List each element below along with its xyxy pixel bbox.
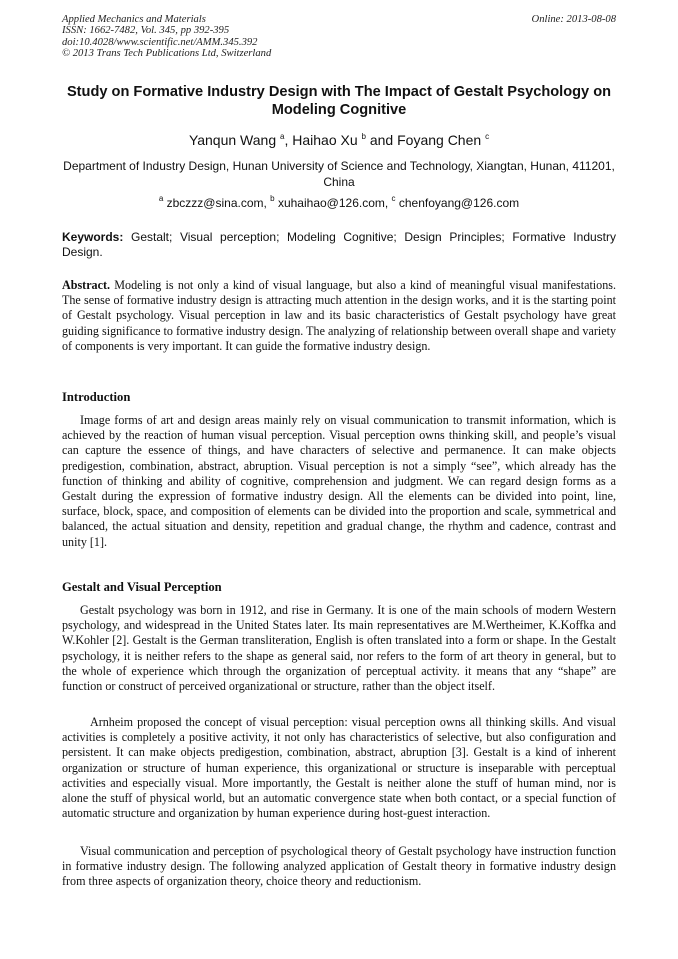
journal-name: Applied Mechanics and Materials [62,14,206,25]
author-name: Haihao Xu [292,132,358,148]
introduction-paragraph: Image forms of art and design areas mainly rely on visual communication to transmit information, which is achieved by the reaction of human visual perception. Visual perception owns thinking skill, and people’s visual can capture the essence of things, and have characters of selective and permanence. It can make objects predigestion, combination, abstract, abruption. Visual perception is not a simply “see”, which already has the function of thinking and ability of cognitive, comprehension and judgment. We can regard design forms as a Gestalt during the expression of formative industry design. All the elements can be divided into point, line, surface, block, space, and composition of elements can be divided into the proportion and scale, symmetrical and balanced, the actual situation and density, repetition and gradual change, the rhythm and cadence, contrast and unity [1]. [62,413,616,549]
section-heading-gestalt: Gestalt and Visual Perception [62,580,222,594]
gestalt-paragraph-2: Arnheim proposed the concept of visual perception: visual perception owns all thinking skills. And visual activities is completely a positive activity, it not only has characteristics of selective, but also configuration and persistent. It can make objects predigestion, combination, abstract, abruption [3]. Gestalt is a kind of inherent organization or structure of human experience, this organizational or structure is inseparable with perceptual activities and especially visual. More importantly, the Gestalt is neither alone the stuff of human mind, nor is alone the stuff of physical world, but an automatic convergence state when both contact, or a special function of automatic structure and organization by human experience during host-guest interaction. [62,715,616,821]
abstract [62,278,616,354]
author-superscript: a [280,132,285,141]
paper-title: Study on Formative Industry Design with The Impact of Gestalt Psychology on Modeling Cognitive [66,84,612,118]
online-date: Online: 2013-08-08 [531,14,616,25]
author-list [60,131,618,149]
gestalt-paragraph-3: Visual communication and perception of psychological theory of Gestalt psychology have instruction function in formative industry design. The following analyzed application of Gestalt theory in formative industry design from three aspects of organization theory, choice theory and reductionism. [62,844,616,889]
email-list [60,195,618,211]
author-superscript: b [361,132,366,141]
author-separator: , [284,132,293,148]
author-name: Foyang Chen [397,132,482,148]
keywords-label: Keywords: [62,230,124,244]
copyright-line: © 2013 Trans Tech Publications Ltd, Switzerland [62,48,272,60]
section-heading-introduction: Introduction [62,390,131,404]
gestalt-paragraph-1: Gestalt psychology was born in 1912, and rise in Germany. It is one of the main schools of modern Western psychology, and widespread in the United States later. Its main representatives are M.Wertheimer, K.Koffka and W.Kohler [2]. Gestalt is the German transliteration, English is often translated into a form or shape. In the Gestalt psychology, it is neither refers to the shape as general said, nor refers to the form of art theory in general, but to the whole of experience which through the organization of perceptual activity. it means that any “shape” are function or construct of perceived organizational or structure, rather than the object itself. [62,603,616,694]
abstract-label: Abstract. [62,278,111,292]
keywords [62,230,616,260]
email-address: zbczzz@sina.com, [163,196,271,210]
journal-header [62,14,616,60]
affiliation: Department of Industry Design, Hunan University of Science and Technology, Xiangtan, Hunan, 411201, China [63,159,615,189]
email-address: xuhaihao@126.com, [274,196,392,210]
keywords-text: Gestalt; Visual perception; Modeling Cognitive; Design Principles; Formative Industry Design. [62,230,616,259]
email-address: chenfoyang@126.com [395,196,520,210]
abstract-text: Modeling is not only a kind of visual language, but also a kind of meaningful visual manifestations. The sense of formative industry design is attracting much attention in the design works, and it is the starting point of Gestalt psychology. Visual perception in law and its basic characteristics of Gestalt psychology have great guiding significance to formative industry design. The analyzing of relationship between overall shape and variety of components is very important. It can guide the formative industry design. [62,278,616,353]
email-superscript: c [391,194,396,203]
doi-line: doi:10.4028/www.scientific.net/AMM.345.392 [62,36,258,48]
email-superscript: b [270,194,275,203]
author-superscript: c [485,132,490,141]
author-name: Yanqun Wang [188,132,277,148]
email-superscript: a [158,194,164,203]
author-separator: and [365,132,398,148]
issn-line: ISSN: 1662-7482, Vol. 345, pp 392-395 [62,25,230,37]
